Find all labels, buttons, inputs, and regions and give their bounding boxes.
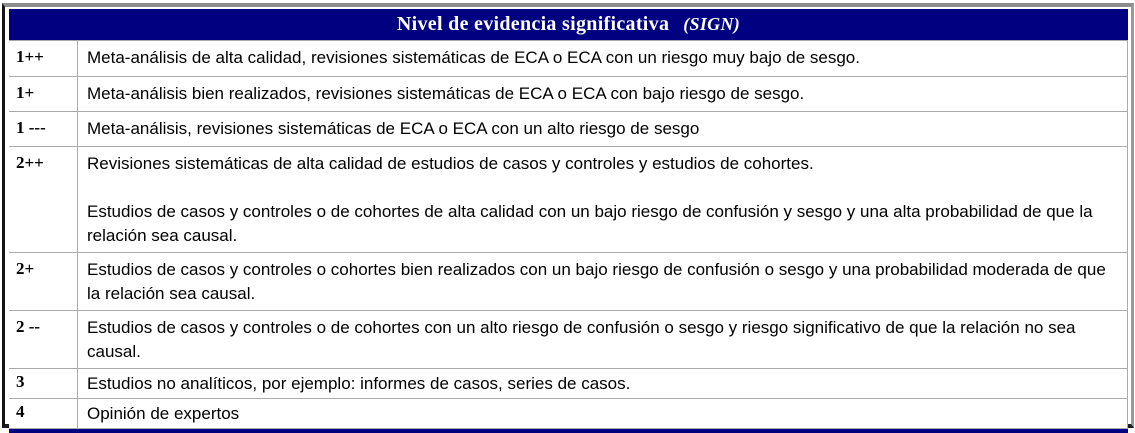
evidence-level-code: 2+ [9,253,78,310]
description-paragraph: Meta-análisis, revisiones sistemáticas de ECA o ECA con un alto riesgo de sesgo [87,119,700,138]
description-paragraph: Estudios de casos y controles o de cohortes con un alto riesgo de confusión o sesgo y riesgo significativo de que la relación no sea causal. [87,318,1076,361]
table-row [9,368,1127,398]
description-paragraph: Estudios de casos y controles o de cohortes de alta calidad con un bajo riesgo de confusión y sesgo y una alta probabilidad de que la relación sea causal. [87,202,1093,245]
evidence-table [2,3,1134,428]
evidence-level-description [78,112,1127,146]
table-row [9,146,1127,252]
evidence-level-description [78,369,1127,398]
evidence-level-code: 1++ [9,41,78,76]
evidence-level-code: 1+ [9,77,78,111]
description-paragraph: Revisiones sistemáticas de alta calidad de estudios de casos y controles y estudios de cohortes. [87,154,814,173]
table-body [9,40,1128,428]
evidence-level-code: 2 -- [9,311,78,368]
evidence-level-code: 2++ [9,147,78,252]
table-row [9,40,1127,76]
table-title-bar [9,9,1128,40]
table-row [9,310,1127,368]
evidence-level-code: 3 [9,369,78,398]
description-paragraph: Estudios no analíticos, por ejemplo: informes de casos, series de casos. [87,374,631,393]
table-row [9,111,1127,146]
evidence-level-description [78,311,1127,368]
evidence-level-code: 1 --- [9,112,78,146]
description-paragraph: Opinión de expertos [87,404,240,423]
evidence-level-description [78,41,1127,76]
table-title-suffix: (SIGN) [683,14,741,34]
evidence-level-description [78,253,1127,310]
table-title: Nivel de evidencia significativa [396,13,670,35]
table-row [9,76,1127,111]
table-row [9,252,1127,310]
table-row [9,398,1127,428]
evidence-level-description [78,147,1127,252]
description-paragraph: Estudios de casos y controles o cohortes bien realizados con un bajo riesgo de confusión o sesgo y una probabilidad moderada de que la relación sea causal. [87,260,1106,303]
evidence-level-code: 4 [9,399,78,428]
evidence-level-description [78,77,1127,111]
description-paragraph: Meta-análisis bien realizados, revisiones sistemáticas de ECA o ECA con bajo riesgo de sesgo. [87,84,805,103]
evidence-level-description [78,399,1127,428]
description-paragraph: Meta-análisis de alta calidad, revisiones sistemáticas de ECA o ECA con un riesgo muy bajo de sesgo. [87,48,860,67]
